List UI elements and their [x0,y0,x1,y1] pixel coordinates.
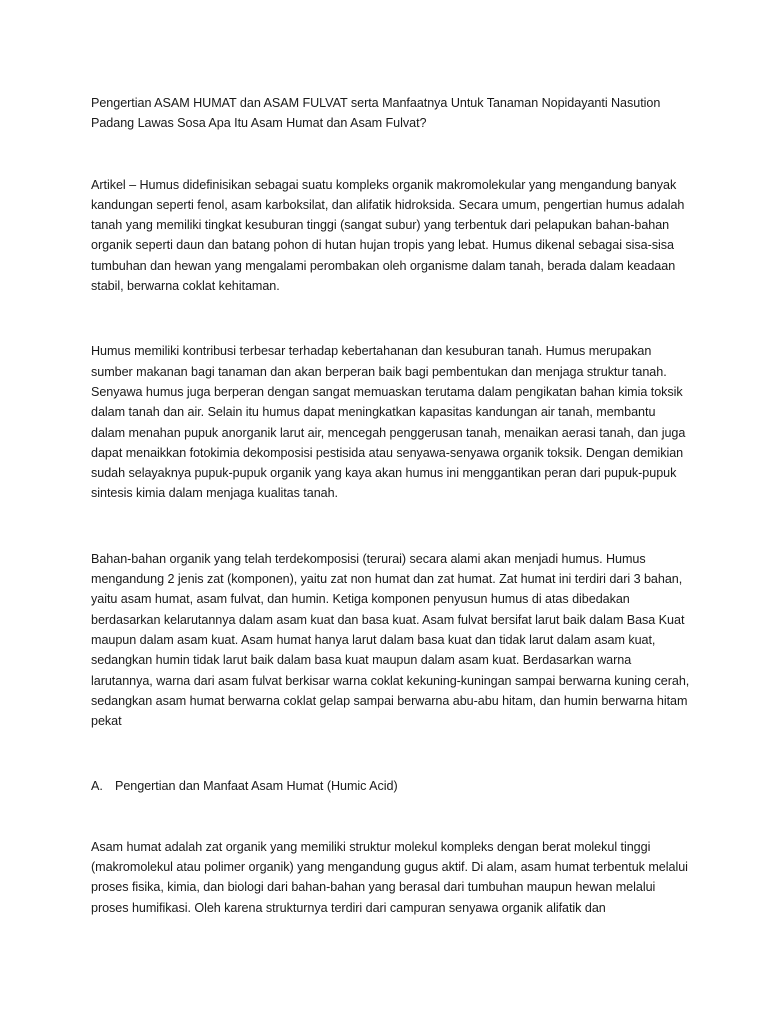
spacer [91,504,691,549]
section-paragraph: Asam humat adalah zat organik yang memiliki struktur molekul kompleks dengan berat molekul tinggi (makromolekul atau polimer organik) yang mengandung gugus aktif. Di alam, asam humat terbentuk melalui proses fisika, kimia, dan biologi dari bahan-bahan yang berasal dari tumbuhan maupun hewan melalui proses humifikasi. Oleh karena strukturnya terdiri dari campuran senyawa organik alifatik dan [91,839,688,915]
section-heading-number: A. [91,779,103,794]
spacer [91,296,691,341]
paragraph-2: Humus memiliki kontribusi terbesar terhadap kebertahanan dan kesuburan tanah. Humus merupakan sumber makanan bagi tanaman dan akan berperan baik bagi pembentukan dan menjaga struktur tanah. Senyawa humus juga berperan dengan sangat memuaskan terutama dalam pengikatan bahan kimia toksik dalam tanah dan air. Selain itu humus dapat meningkatkan kapasitas kandungan air tanah, membantu dalam menahan pupuk anorganik larut air, mencegah penggerusan tanah, menaikan aerasi tanah, dan juga dapat menaikkan fotokimia dekomposisi pestisida atau senyawa-senyawa organik toksik. Dengan demikian sudah selayaknya pupuk-pupuk organik yang kaya akan humus ini menggantikan peran dari pupuk-pupuk sintesis kimia dalam menjaga kualitas tanah. [91,344,686,501]
spacer [91,134,691,175]
paragraph-3: Bahan-bahan organik yang telah terdekomposisi (terurai) secara alami akan menjadi humus. Humus mengandung 2 jenis zat (komponen), yaitu zat non humat dan zat humat. Zat humat ini terdiri dari 3 bahan, yaitu asam humat, asam fulvat, dan humin. Ketiga komponen penyusun humus di atas dibedakan berdasarkan kelarutannya dalam asam kuat dan basa kuat. Asam fulvat bersifat larut baik dalam Basa Kuat maupun dalam asam kuat. Asam humat hanya larut dalam basa kuat dan tidak larut dalam asam kuat, sedangkan humin tidak larut baik dalam basa kuat maupun dalam asam kuat. Berdasarkan warna larutannya, warna dari asam fulvat berkisar warna coklat kekuning-kuningan sampai berwarna kuning cerah, sedangkan asam humat berwarna coklat gelap sampai berwarna abu-abu hitam, dan humin berwarna hitam pekat [91,551,690,729]
document-title: Pengertian ASAM HUMAT dan ASAM FULVAT serta Manfaatnya Untuk Tanaman Nopidayanti Nasution Padang Lawas Sosa Apa Itu Asam Humat dan Asam Fulvat? [91,96,661,131]
spacer [91,731,691,776]
section-heading-text: Pengertian dan Manfaat Asam Humat (Humic Acid) [115,779,398,794]
paragraph-1: Artikel – Humus didefinisikan sebagai suatu kompleks organik makromolekular yang mengandung banyak kandungan seperti fenol, asam karboksilat, dan alifatik hidroksida. Secara umum, pengertian humus adalah tanah yang memiliki tingkat kesuburan tinggi (sangat subur) yang terbentuk dari pelapukan bahan-bahan organik seperti daun dan batang pohon di hutan hujan tropis yang lebat. Humus dikenal sebagai sisa-sisa tumbuhan dan hewan yang mengalami perombakan oleh organisme dalam tanah, berada dalam keadaan stabil, berwarna coklat kehitaman. [91,177,685,294]
document-body [91,93,691,918]
section-heading [91,776,691,796]
spacer [91,797,691,837]
